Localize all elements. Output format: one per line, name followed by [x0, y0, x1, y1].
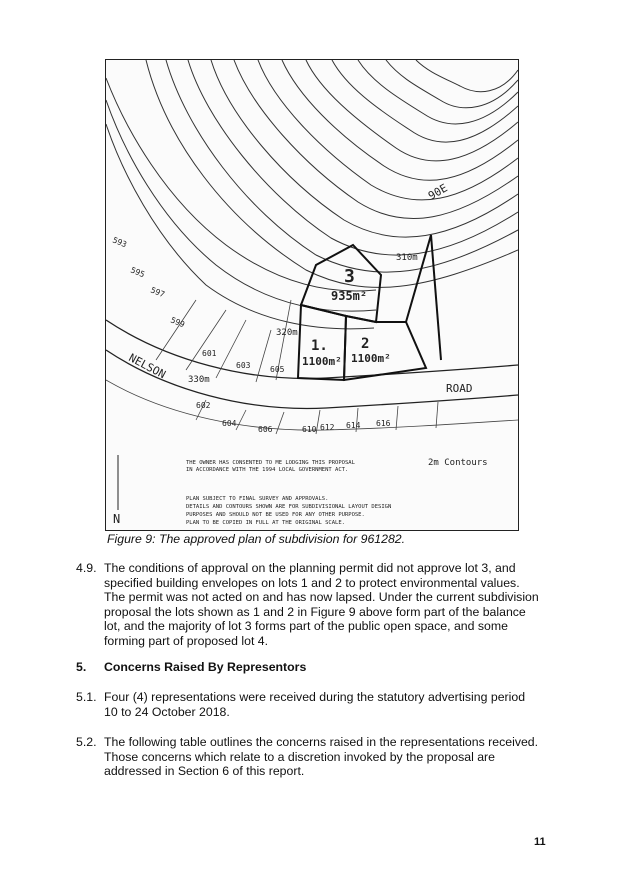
paragraph-body — [104, 735, 556, 779]
paragraph-line: Four (4) representations were received during the statutory advertising period — [104, 690, 526, 704]
lot-number-label: 610 — [302, 425, 317, 434]
lot-number-label: 602 — [196, 401, 211, 410]
lot-number-label: 593 — [111, 235, 129, 250]
plan-note-line1: PLAN SUBJECT TO FINAL SURVEY AND APPROVALS. — [186, 496, 329, 502]
lot2-area: 1100m² — [351, 352, 391, 365]
paragraph-number: 4.9. — [76, 561, 97, 575]
paragraph-line: 10 to 24 October 2018. — [104, 704, 230, 719]
contour-310-label: 310m — [396, 253, 418, 263]
paragraph-line: The permit was not acted on and has now lapsed. Under the current subdivision — [104, 590, 539, 605]
north-label: N — [113, 512, 121, 526]
paragraph-line: The conditions of approval on the planning permit did not approve lot 3, and — [104, 561, 516, 575]
contours-note: 2m Contours — [428, 458, 488, 468]
plan-note-line4: PLAN TO BE COPIED IN FULL AT THE ORIGINAL SCALE. — [186, 520, 345, 526]
section-heading: Concerns Raised By Representors — [104, 660, 307, 674]
paragraph-line: The following table outlines the concerns raised in the representations received. — [104, 735, 539, 749]
plan-note-line3: PURPOSES AND SHOULD NOT BE USED FOR ANY OTHER PURPOSE. — [186, 512, 365, 518]
lot-number-label: 595 — [129, 265, 147, 280]
paragraph-line: lot, and the majority of lot 3 forms part of the public open space, and some — [104, 619, 508, 634]
lot-number-label: 605 — [270, 365, 285, 374]
owner-note-line1: THE OWNER HAS CONSENTED TO ME LODGING THIS PROPOSAL — [186, 460, 355, 466]
label-90e: 90E — [426, 181, 450, 203]
lot2-label: 2 — [361, 336, 370, 352]
figure-caption: Figure 9: The approved plan of subdivision for 961282. — [107, 532, 406, 546]
lot3-label: 3 — [344, 266, 355, 287]
lot1-label: 1. — [311, 338, 328, 354]
paragraph-line: addressed in Section 6 of this report. — [104, 764, 305, 779]
paragraph-line: proposal the lots shown as 1 and 2 in Figure 9 above form part of the balance — [104, 604, 526, 619]
paragraph-body — [104, 561, 556, 649]
paragraph-line: specified building envelopes on lots 1 and 2 to protect environmental values. — [104, 575, 520, 590]
lot-number-label: 597 — [149, 285, 167, 300]
page-number: 11 — [534, 836, 546, 848]
road-width-label: 330m — [188, 375, 210, 385]
subdivision-plan-figure — [105, 59, 519, 531]
lot-number-label: 599 — [169, 315, 187, 330]
owner-note-line2: IN ACCORDANCE WITH THE 1994 LOCAL GOVERNMENT ACT. — [186, 467, 349, 473]
road-name-road: ROAD — [446, 382, 473, 395]
lot-number-label: 603 — [236, 361, 251, 370]
lot-number-label: 601 — [202, 349, 217, 358]
lot-number-label: 614 — [346, 421, 361, 430]
paragraph-line: Those concerns which relate to a discretion invoked by the proposal are — [104, 749, 495, 764]
lot-number-label: 616 — [376, 419, 391, 428]
subdivision-plan-drawing — [106, 60, 518, 530]
lot-number-label: 612 — [320, 423, 335, 432]
paragraph-line: forming part of proposed lot 4. — [104, 633, 269, 648]
contour-320-label: 320m — [276, 328, 298, 338]
lot-number-label: 604 — [222, 419, 237, 428]
paragraph-number: 5.2. — [76, 735, 97, 749]
lot-number-label: 606 — [258, 425, 273, 434]
lot3-area: 935m² — [331, 289, 368, 303]
road-name-nelson: NELSON — [126, 351, 168, 382]
lot1-area: 1100m² — [302, 355, 342, 368]
section-number: 5. — [76, 660, 87, 674]
paragraph-number: 5.1. — [76, 690, 97, 704]
plan-note-line2: DETAILS AND CONTOURS SHOWN ARE FOR SUBDIVISIONAL LAYOUT DESIGN — [186, 504, 392, 510]
paragraph-body — [104, 690, 556, 719]
